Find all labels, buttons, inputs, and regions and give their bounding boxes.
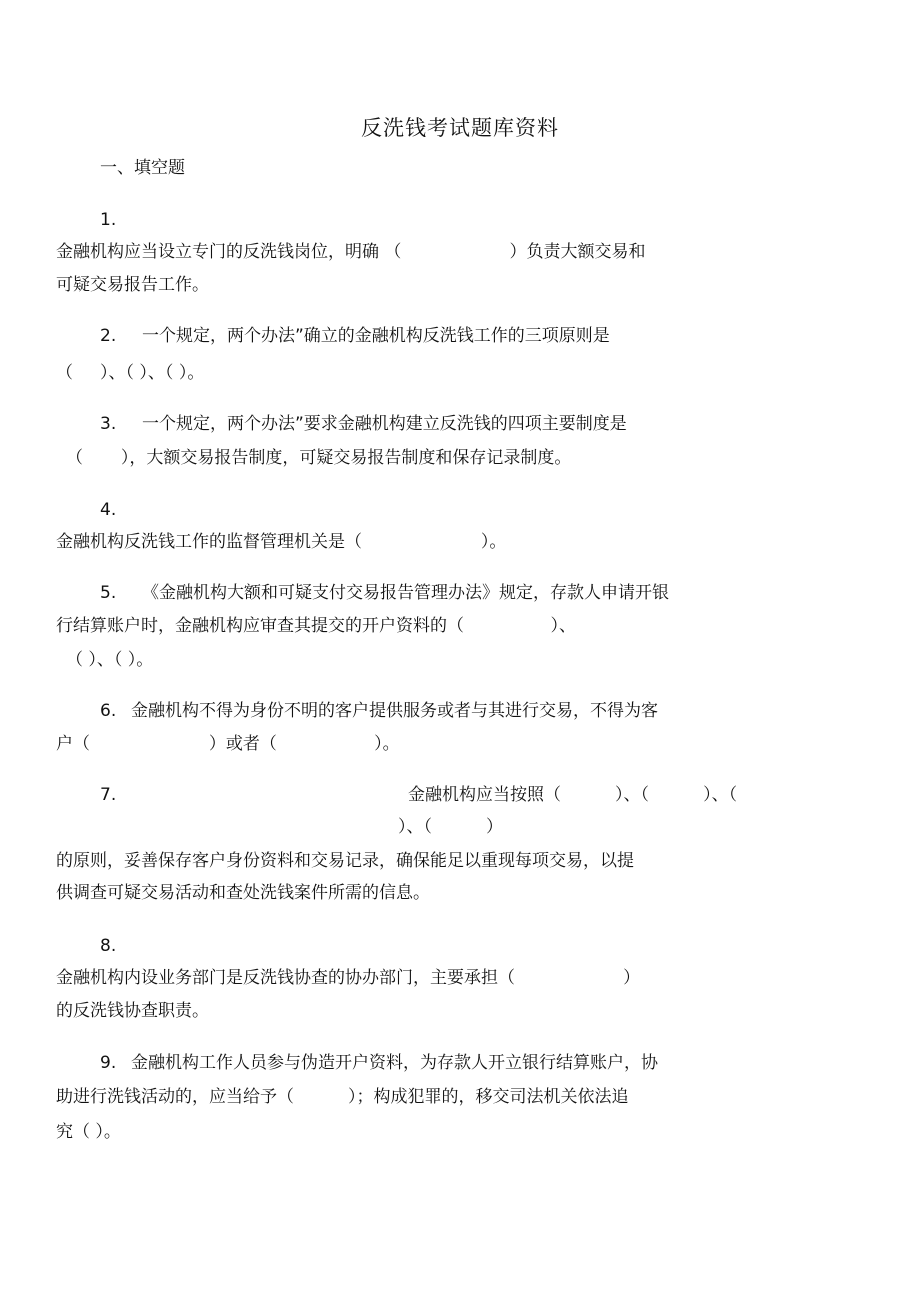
question-number: 9.: [100, 1053, 117, 1073]
question-text-line: 助进行洗钱活动的，应当给予（ ）；构成犯罪的，移交司法机关依法追: [56, 1087, 629, 1107]
question-text-line: 供调查可疑交易活动和查处洗钱案件所需的信息。: [56, 883, 430, 903]
question-number: 4.: [100, 500, 117, 520]
question-number: 8.: [100, 936, 117, 956]
document-title: 反洗钱考试题库资料: [361, 116, 559, 140]
question-text-line: 金融机构应当按照（ ）、（ ）、（: [408, 785, 738, 805]
question-text-line: 究（ ）。: [56, 1122, 121, 1142]
question-text-line: 的反洗钱协查职责。: [56, 1001, 209, 1021]
question-number: 6.: [100, 701, 117, 721]
question-text-line: 一个规定，两个办法”确立的金融机构反洗钱工作的三项原则是: [142, 326, 610, 346]
question-text-line: 的原则，妥善保存客户身份资料和交易记录，确保能足以重现每项交易，以提: [56, 851, 634, 871]
question-number: 7.: [100, 785, 117, 805]
question-text-line: （ ）、（ ）、（ ）。: [56, 363, 205, 383]
question-text-line: 金融机构内设业务部门是反洗钱协查的协办部门，主要承担（ ）: [56, 968, 641, 988]
question-text-line: 可疑交易报告工作。: [56, 275, 209, 295]
question-text-line: 金融机构不得为身份不明的客户提供服务或者与其进行交易，不得为客: [131, 701, 658, 721]
question-text-line: 《金融机构大额和可疑支付交易报告管理办法》规定，存款人申请开银: [142, 583, 669, 603]
question-text-line: 一个规定，两个办法”要求金融机构建立反洗钱的四项主要制度是: [142, 414, 627, 434]
question-text-line: 金融机构应当设立专门的反洗钱岗位，明确 （ ）负责大额交易和: [56, 242, 646, 262]
question-text-line: （ ），大额交易报告制度，可疑交易报告制度和保存记录制度。: [66, 448, 572, 468]
question-number: 3.: [100, 414, 117, 434]
question-number: 5.: [100, 583, 117, 603]
question-text-line: 金融机构反洗钱工作的监督管理机关是（ ）。: [56, 532, 507, 552]
question-text-line: （ ）、（ ）。: [66, 650, 154, 670]
question-text-line: 金融机构工作人员参与伪造开户资料，为存款人开立银行结算账户，协: [131, 1053, 658, 1073]
section-heading: 一、填空题: [100, 158, 185, 178]
question-number: 2.: [100, 326, 117, 346]
question-text-line: 户（ ）或者（ ）。: [56, 734, 400, 754]
question-text-line: 行结算账户时，金融机构应审查其提交的开户资料的（ ）、: [56, 616, 576, 636]
question-number: 1.: [100, 210, 117, 230]
question-text-line: ）、（ ）: [398, 817, 504, 837]
